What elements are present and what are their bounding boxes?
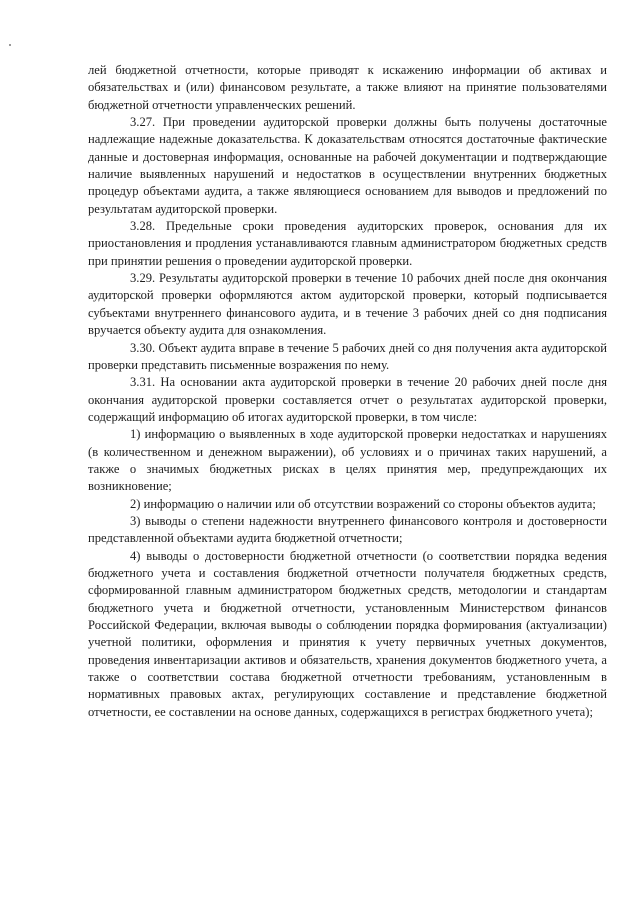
list-item-2: 2) информацию о наличии или об отсутствии возражений со стороны объектов аудита; xyxy=(130,496,596,511)
paragraph-continuation: лей бюджетной отчетности, которые приводят к искажению информации об активах и обязательствах и (или) финансовом результате, а также влияют на принятие пользователями бюджетной отчетности управленческих решений. xyxy=(88,63,607,112)
list-item-3: 3) выводы о степени надежности внутреннего финансового контроля и достоверности представленной объектами аудита бюджетной отчетности; xyxy=(88,513,607,546)
paragraph-3-27: 3.27. При проведении аудиторской проверки должны быть получены достаточные надлежащие надежные доказательства. К доказательствам относятся достаточные фактические данные и достоверная информация, основанные на рабочей документации и подтверждающие наличие выявленных нарушений и недостатков в осуществлении внутренних бюджетных процедур объектами аудита, а также являющиеся основанием для выводов и предложений по результатам аудиторской проверки. xyxy=(88,115,607,216)
paragraph-3-28: 3.28. Предельные сроки проведения аудиторских проверок, основания для их приостановления и продления устанавливаются главным администратором бюджетных средств при принятии решения о проведении аудиторской проверки. xyxy=(88,219,607,268)
scan-speck xyxy=(9,44,11,46)
document-page xyxy=(88,62,607,721)
paragraph-3-31: 3.31. На основании акта аудиторской проверки в течение 20 рабочих дней после дня окончания аудиторской проверки составляется отчет о результатах аудиторской проверки, содержащий информацию об итогах аудиторской проверки, в том числе: xyxy=(88,375,607,424)
paragraph-3-30: 3.30. Объект аудита вправе в течение 5 рабочих дней со дня получения акта аудиторской проверки представить письменные возражения по нему. xyxy=(88,340,607,372)
list-item-4: 4) выводы о достоверности бюджетной отчетности (о соответствии порядка ведения бюджетного учета и составления бюджетной отчетности получателя бюджетных средств, сформированной главным администратором бюджетных средств, методологии и стандартам бюджетного учета и бюджетной отчетности, установленным Министерством финансов Российской Федерации, включая выводы о соблюдении порядка формирования (актуализации) учетной политики, оформления и принятия к учету первичных учетных документов, проведения инвентаризации активов и обязательств, хранения документов бюджетного учета, а также о соответствии состава бюджетной отчетности требованиям, установленным в нормативных правовых актах, регулирующих составление и представление бюджетной отчетности, ее составлении на основе данных, содержащихся в регистрах бюджетного учета); xyxy=(88,548,607,719)
paragraph-3-29: 3.29. Результаты аудиторской проверки в течение 10 рабочих дней после дня окончания аудиторской проверки оформляются актом аудиторской проверки, который подписывается субъектами внутреннего финансового аудита, и в течение 3 рабочих дней со дня подписания вручается объекту аудита для ознакомления. xyxy=(88,271,607,338)
list-item-1: 1) информацию о выявленных в ходе аудиторской проверки недостатках и нарушениях (в количественном и денежном выражении), об условиях и о причинах таких нарушений, а также о значимых бюджетных рисках в целях принятия мер, предупреждающих их возникновение; xyxy=(88,427,607,494)
